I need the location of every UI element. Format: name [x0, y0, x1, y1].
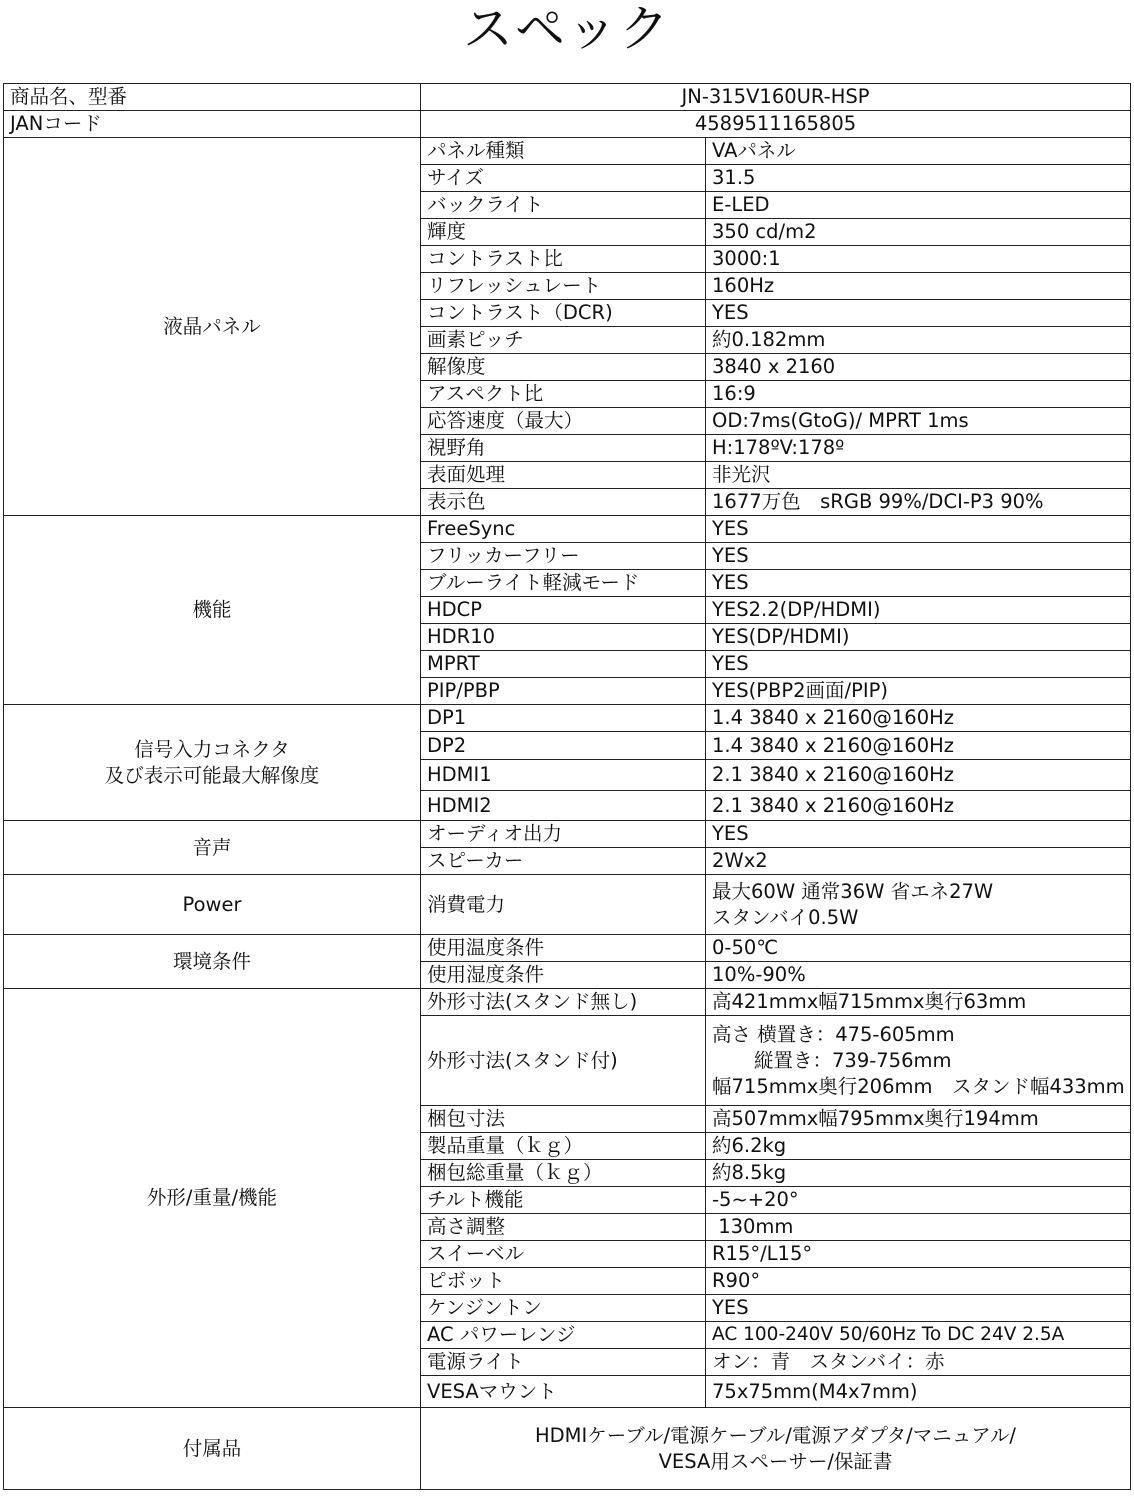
spec-value: 約6.2kg	[706, 1133, 1131, 1160]
spec-value: オン：青 スタンバイ：赤	[706, 1349, 1131, 1376]
spec-value: -5~+20°	[706, 1187, 1131, 1214]
spec-key: 表面処理	[421, 462, 706, 489]
spec-value: YES	[706, 543, 1131, 570]
spec-value: 160Hz	[706, 273, 1131, 300]
spec-key: サイズ	[421, 165, 706, 192]
category-cell: 付属品	[4, 1408, 421, 1490]
spec-key: VESAマウント	[421, 1376, 706, 1408]
spec-value: E-LED	[706, 192, 1131, 219]
spec-key: AC パワーレンジ	[421, 1322, 706, 1349]
spec-key: 梱包総重量（ｋｇ）	[421, 1160, 706, 1187]
spec-value: VAパネル	[706, 138, 1131, 165]
spec-key: 使用温度条件	[421, 935, 706, 962]
spec-key: 製品重量（ｋｇ）	[421, 1133, 706, 1160]
spec-value: YES	[706, 570, 1131, 597]
spec-value: 350 cd/m2	[706, 219, 1131, 246]
category-cell: 音声	[4, 821, 421, 875]
spec-key: PIP/PBP	[421, 678, 706, 705]
spec-key: オーディオ出力	[421, 821, 706, 848]
category-cell: 液晶パネル	[4, 138, 421, 516]
spec-value: 75x75mm(M4x7mm)	[706, 1376, 1131, 1408]
spec-value: AC 100-240V 50/60Hz To DC 24V 2.5A	[706, 1322, 1131, 1349]
spec-value: R15°/L15°	[706, 1241, 1131, 1268]
spec-key: 視野角	[421, 435, 706, 462]
spec-value: H:178ºV:178º	[706, 435, 1131, 462]
spec-key: コントラスト（DCR)	[421, 300, 706, 327]
spec-value: R90°	[706, 1268, 1131, 1295]
spec-key: HDCP	[421, 597, 706, 624]
value-line: HDMIケーブル/電源ケーブル/電源アダプタ/マニュアル/	[534, 1423, 1016, 1447]
value-line: 最大60W 通常36W 省エネ27W	[712, 879, 994, 903]
row-value: JN-315V160UR-HSP	[421, 84, 1131, 111]
spec-key: 外形寸法(スタンド付)	[421, 1016, 706, 1106]
table-row	[4, 821, 1131, 848]
spec-key: 梱包寸法	[421, 1106, 706, 1133]
table-row	[4, 84, 1131, 111]
spec-key: 高さ調整	[421, 1214, 706, 1241]
spec-key: スイーベル	[421, 1241, 706, 1268]
spec-value: YES	[706, 651, 1131, 678]
spec-key: FreeSync	[421, 516, 706, 543]
spec-value: 2.1 3840 x 2160@160Hz	[706, 791, 1131, 821]
spec-value: YES	[706, 516, 1131, 543]
spec-value: 非光沢	[706, 462, 1131, 489]
spec-key: リフレッシュレート	[421, 273, 706, 300]
spec-key: ピボット	[421, 1268, 706, 1295]
category-cell: 機能	[4, 516, 421, 705]
spec-value: 0-50℃	[706, 935, 1131, 962]
row-value: 4589511165805	[421, 111, 1131, 138]
spec-value: 130mm	[706, 1214, 1131, 1241]
spec-key: 外形寸法(スタンド無し)	[421, 989, 706, 1016]
spec-value: 約8.5kg	[706, 1160, 1131, 1187]
spec-value: 16:9	[706, 381, 1131, 408]
spec-key: 応答速度（最大）	[421, 408, 706, 435]
spec-key: フリッカーフリー	[421, 543, 706, 570]
spec-value: 31.5	[706, 165, 1131, 192]
spec-value: YES	[706, 1295, 1131, 1322]
spec-value: OD:7ms(GtoG)/ MPRT 1ms	[706, 408, 1131, 435]
spec-key: ブルーライト軽減モード	[421, 570, 706, 597]
spec-key: 消費電力	[421, 875, 706, 935]
category-cell: Power	[4, 875, 421, 935]
table-row	[4, 138, 1131, 165]
spec-value	[706, 875, 1131, 935]
spec-key: 輝度	[421, 219, 706, 246]
table-row	[4, 875, 1131, 935]
spec-value: YES(PBP2画面/PIP)	[706, 678, 1131, 705]
spec-key: DP1	[421, 705, 706, 732]
category-line: 及び表示可能最大解像度	[104, 763, 320, 787]
table-row	[4, 989, 1131, 1016]
category-line: 信号入力コネクタ	[134, 737, 290, 761]
category-cell	[4, 705, 421, 821]
row-label: JANコード	[4, 111, 421, 138]
spec-key: 表示色	[421, 489, 706, 516]
spec-key: 解像度	[421, 354, 706, 381]
spec-value: YES(DP/HDMI)	[706, 624, 1131, 651]
spec-value: 1677万色 sRGB 99%/DCI-P3 90%	[706, 489, 1131, 516]
value-line: スタンバイ0.5W	[712, 905, 859, 929]
spec-value	[706, 1016, 1131, 1106]
spec-value: 高507mmx幅795mmx奥行194mm	[706, 1106, 1131, 1133]
spec-key: 電源ライト	[421, 1349, 706, 1376]
spec-key: チルト機能	[421, 1187, 706, 1214]
spec-key: 画素ピッチ	[421, 327, 706, 354]
spec-key: スピーカー	[421, 848, 706, 875]
table-row	[4, 935, 1131, 962]
spec-key: 使用湿度条件	[421, 962, 706, 989]
value-line: 幅715mmx奥行206mm スタンド幅433mm	[712, 1074, 1125, 1098]
category-cell: 外形/重量/機能	[4, 989, 421, 1408]
spec-table	[3, 83, 1131, 1490]
spec-key: パネル種類	[421, 138, 706, 165]
spec-key: HDMI1	[421, 760, 706, 791]
spec-value: YES2.2(DP/HDMI)	[706, 597, 1131, 624]
spec-value: 約0.182mm	[706, 327, 1131, 354]
category-cell: 環境条件	[4, 935, 421, 989]
spec-key: アスペクト比	[421, 381, 706, 408]
page-title: スペック	[463, 0, 671, 58]
spec-value: 3000:1	[706, 246, 1131, 273]
spec-value: YES	[706, 300, 1131, 327]
value-line: 縦置き：739-756mm	[754, 1048, 952, 1072]
spec-value: 1.4 3840 x 2160@160Hz	[706, 705, 1131, 732]
value-line: 高さ 横置き：475-605mm	[712, 1022, 955, 1046]
spec-value: YES	[706, 821, 1131, 848]
table-row	[4, 516, 1131, 543]
spec-value: 1.4 3840 x 2160@160Hz	[706, 732, 1131, 760]
spec-key: DP2	[421, 732, 706, 760]
spec-key: HDR10	[421, 624, 706, 651]
table-row	[4, 1408, 1131, 1490]
table-row	[4, 705, 1131, 732]
table-row	[4, 111, 1131, 138]
spec-value	[421, 1408, 1131, 1490]
spec-value: 10%-90%	[706, 962, 1131, 989]
spec-value: 2Wx2	[706, 848, 1131, 875]
spec-value: 3840 x 2160	[706, 354, 1131, 381]
spec-key: バックライト	[421, 192, 706, 219]
spec-key: HDMI2	[421, 791, 706, 821]
spec-value: 高421mmx幅715mmx奥行63mm	[706, 989, 1131, 1016]
row-label: 商品名、型番	[4, 84, 421, 111]
spec-key: ケンジントン	[421, 1295, 706, 1322]
spec-value: 2.1 3840 x 2160@160Hz	[706, 760, 1131, 791]
value-line: VESA用スペーサー/保証書	[658, 1449, 893, 1473]
spec-key: MPRT	[421, 651, 706, 678]
spec-key: コントラスト比	[421, 246, 706, 273]
